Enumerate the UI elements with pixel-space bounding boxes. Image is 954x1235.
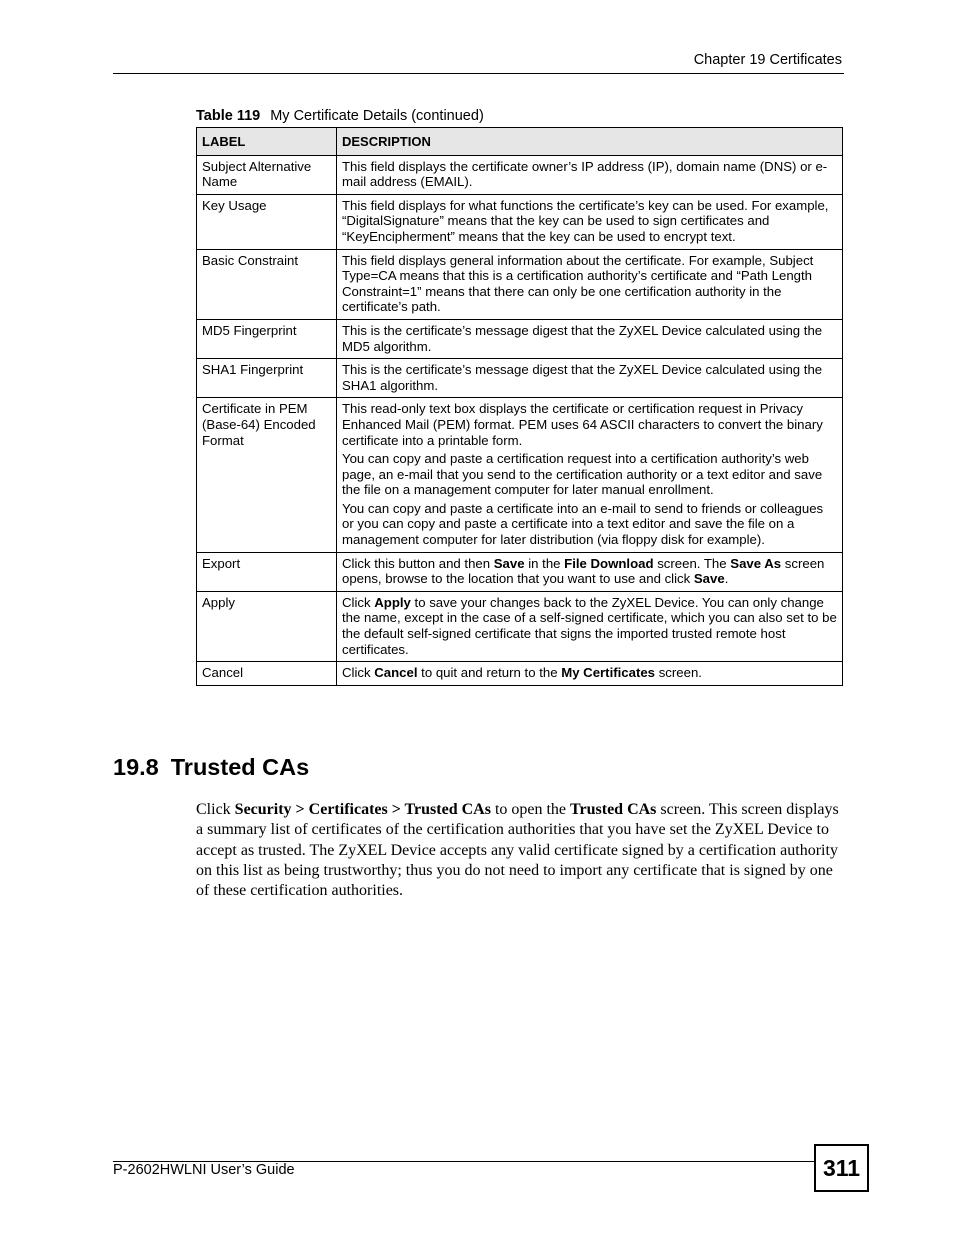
- table-row: [197, 662, 843, 686]
- table-caption-label: Table 119: [196, 108, 261, 124]
- description-paragraph: [342, 451, 838, 498]
- paragraph-bold-term: Trusted CAs: [570, 801, 657, 818]
- column-header-description: DESCRIPTION: [337, 128, 843, 156]
- description-bold-term: Save As: [730, 555, 782, 571]
- row-description: [337, 662, 843, 686]
- table-row: [197, 194, 843, 249]
- description-text: screen. The: [653, 555, 731, 571]
- description-paragraph: [342, 556, 838, 587]
- description-text: Click this button and then: [342, 555, 494, 571]
- table-row: [197, 319, 843, 358]
- section-number: 19.8: [113, 754, 159, 780]
- table-header-row: [197, 128, 843, 156]
- row-label: Subject Alternative Name: [197, 155, 337, 194]
- paragraph-text: Click: [196, 801, 235, 818]
- description-text: This field displays for what functions the certificate’s key can be used. For example, “DigitalSignature” means that the key can be used to sign certificates and “KeyEncipherment” means that the key can be used to encrypt text.: [342, 197, 829, 244]
- paragraph-text: screen. This screen displays a summary list of certificates of the certification authorities that you have set the ZyXEL Device to accept as trusted. The ZyXEL Device accepts any valid certificate signed by a certification authority on this list as being trustworthy; thus you do not need to import any certificate that is signed by one of these certification authorities.: [196, 801, 839, 900]
- description-paragraph: [342, 362, 838, 393]
- table-row: [197, 591, 843, 661]
- table-caption: [196, 108, 484, 124]
- row-label: Apply: [197, 591, 337, 661]
- description-text: This field displays the certificate owner’s IP address (IP), domain name (DNS) or e-mail address (EMAIL).: [342, 158, 828, 190]
- description-bold-term: My Certificates: [561, 665, 656, 681]
- description-text: to save your changes back to the ZyXEL Device. You can only change the name, except in the case of a self-signed certificate, which you can also set to be the default self-signed certificate that signs the imported trusted remote host certificates.: [342, 594, 837, 657]
- description-paragraph: [342, 595, 838, 657]
- description-text: This is the certificate’s message digest that the ZyXEL Device calculated using the SHA1 algorithm.: [342, 362, 823, 393]
- row-label: Key Usage: [197, 194, 337, 249]
- section-paragraph: [196, 800, 842, 901]
- paragraph-bold-term: Security > Certificates > Trusted CAs: [234, 801, 491, 818]
- page-number: 311: [814, 1144, 869, 1192]
- description-text: Click: [342, 665, 375, 681]
- row-description: [337, 155, 843, 194]
- table-row: [197, 398, 843, 552]
- description-paragraph: [342, 665, 838, 681]
- description-text: to quit and return to the: [417, 665, 562, 681]
- row-label: Export: [197, 552, 337, 591]
- row-description: [337, 249, 843, 319]
- row-description: [337, 398, 843, 552]
- description-paragraph: [342, 159, 838, 190]
- certificate-details-table: [196, 127, 843, 686]
- description-bold-term: Apply: [374, 594, 411, 610]
- description-text: You can copy and paste a certification request into a certification authority’s web page, an e-mail that you send to the certification authority or a text editor and save the file on a management computer for later manual enrollment.: [342, 451, 823, 498]
- description-paragraph: [342, 253, 838, 315]
- row-label: MD5 Fingerprint: [197, 319, 337, 358]
- row-label: Basic Constraint: [197, 249, 337, 319]
- description-text: Click: [342, 594, 375, 610]
- description-paragraph: [342, 501, 838, 548]
- description-text: This read-only text box displays the certificate or certification request in Privacy Enhanced Mail (PEM) format. PEM uses 64 ASCII characters to convert the binary certificate into a printable form.: [342, 401, 823, 448]
- header-rule: [113, 73, 844, 74]
- paragraph-text: to open the: [490, 801, 571, 818]
- footer-guide-title: P-2602HWLNI User’s Guide: [113, 1162, 295, 1178]
- table-row: [197, 155, 843, 194]
- row-description: [337, 591, 843, 661]
- description-text: You can copy and paste a certificate into an e-mail to send to friends or colleagues or you can copy and paste a certificate into a text editor and save the file on a management computer for later distribution (via floppy disk for example).: [342, 500, 824, 548]
- table-body: [197, 155, 843, 685]
- description-bold-term: Cancel: [374, 665, 418, 681]
- chapter-header: Chapter 19 Certificates: [693, 52, 842, 68]
- description-paragraph: [342, 198, 838, 245]
- description-text: .: [724, 571, 729, 587]
- row-description: [337, 319, 843, 358]
- description-bold-term: File Download: [564, 555, 654, 571]
- description-text: This is the certificate’s message digest that the ZyXEL Device calculated using the MD5 algorithm.: [342, 322, 823, 354]
- table-row: [197, 359, 843, 398]
- table-row: [197, 552, 843, 591]
- description-bold-term: Save: [493, 555, 525, 571]
- description-text: screen opens, browse to the location that you want to use and click: [342, 555, 825, 587]
- section-title: [113, 754, 309, 781]
- description-bold-term: Save: [693, 571, 725, 587]
- table-row: [197, 249, 843, 319]
- description-text: in the: [524, 555, 565, 571]
- description-paragraph: [342, 401, 838, 448]
- description-text: This field displays general information about the certificate. For example, Subject Type=CA means that this is a certification authority’s certificate and “Path Length Constraint=1” means that there can only be one certification authority in the certificate’s path.: [342, 252, 814, 315]
- table-caption-text: My Certificate Details (continued): [270, 108, 484, 124]
- row-description: [337, 194, 843, 249]
- row-description: [337, 552, 843, 591]
- column-header-label: LABEL: [197, 128, 337, 156]
- row-description: [337, 359, 843, 398]
- row-label: Certificate in PEM (Base-64) Encoded Format: [197, 398, 337, 552]
- row-label: Cancel: [197, 662, 337, 686]
- row-label: SHA1 Fingerprint: [197, 359, 337, 398]
- description-paragraph: [342, 323, 838, 354]
- section-heading: Trusted CAs: [170, 754, 310, 780]
- description-text: screen.: [655, 665, 702, 681]
